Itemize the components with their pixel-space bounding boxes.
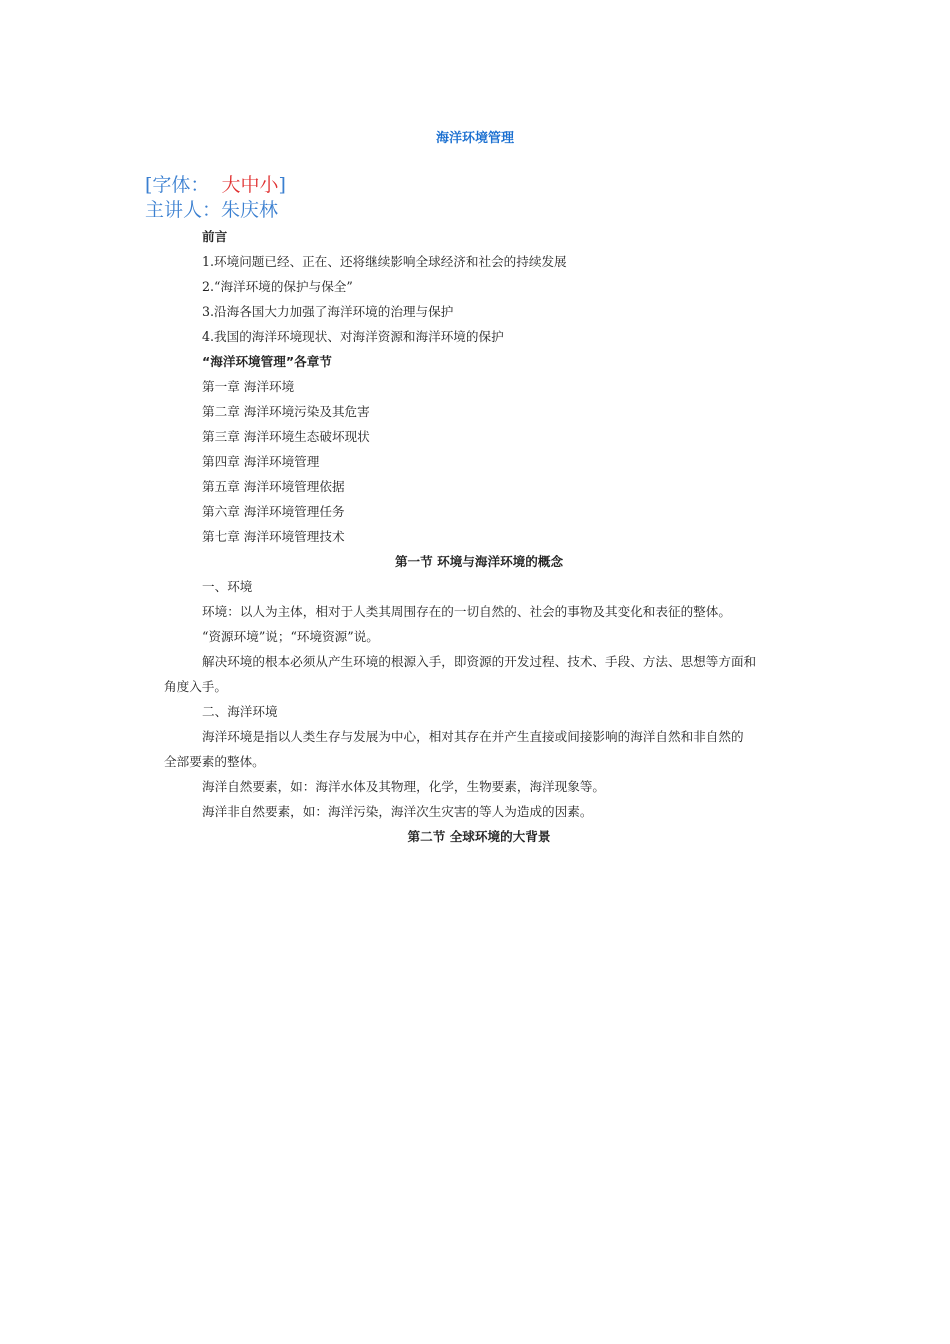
chapter-item: 第七章 海洋环境管理技术 (202, 529, 345, 544)
preface-heading: 前言 (202, 229, 228, 244)
lecturer-label: 主讲人： (145, 199, 222, 221)
paragraph: 海洋自然要素，如：海洋水体及其物理，化学，生物要素，海洋现象等。 (202, 779, 605, 794)
subheading: 一、环境 (202, 579, 253, 594)
paragraph-line: 解决环境的根本必须从产生环境的根源入手，即资源的开发过程、技术、手段、方法、思想等方面和 (202, 654, 757, 669)
font-close: ] (278, 174, 286, 196)
font-label: [字体： (145, 174, 210, 196)
paragraph: 海洋非自然要素，如：海洋污染，海洋次生灾害的等人为造成的因素。 (202, 804, 593, 819)
document-title: 海洋环境管理 (435, 131, 514, 146)
chapters-heading: “海洋环境管理”各章节 (202, 354, 332, 369)
document-body (164, 224, 794, 849)
paragraph-line: 全部要素的整体。 (164, 754, 265, 769)
lecturer-name: 朱庆林 (221, 199, 279, 221)
list-item: 4.我国的海洋环境现状、对海洋资源和海洋环境的保护 (202, 329, 504, 344)
list-item: 3.沿海各国大力加强了海洋环境的治理与保护 (202, 304, 454, 319)
font-size-selector (145, 173, 286, 198)
section-1-heading: 第一节 环境与海洋环境的概念 (394, 554, 564, 569)
chapter-item: 第六章 海洋环境管理任务 (202, 504, 345, 519)
list-item: 2.“海洋环境的保护与保全” (202, 279, 353, 294)
chapter-item: 第四章 海洋环境管理 (202, 454, 320, 469)
chapter-item: 第三章 海洋环境生态破坏现状 (202, 429, 370, 444)
chapter-item: 第五章 海洋环境管理依据 (202, 479, 345, 494)
chapter-item: 第二章 海洋环境污染及其危害 (202, 404, 370, 419)
section-2-heading: 第二节 全球环境的大背景 (407, 829, 551, 844)
paragraph-line: 角度入手。 (164, 679, 227, 694)
subheading: 二、海洋环境 (202, 704, 278, 719)
paragraph: 环境：以人为主体，相对于人类其周围存在的一切自然的、社会的事物及其变化和表征的整体。 (202, 604, 731, 619)
chapter-item: 第一章 海洋环境 (202, 379, 295, 394)
lecturer-line (145, 198, 278, 223)
paragraph: “资源环境”说；“环境资源”说。 (202, 629, 379, 644)
list-item: 1.环境问题已经、正在、还将继续影响全球经济和社会的持续发展 (202, 254, 567, 269)
font-size-options[interactable]: 大中小 (221, 174, 279, 196)
paragraph-line: 海洋环境是指以人类生存与发展为中心，相对其存在并产生直接或间接影响的海洋自然和非自然的 (202, 729, 744, 744)
